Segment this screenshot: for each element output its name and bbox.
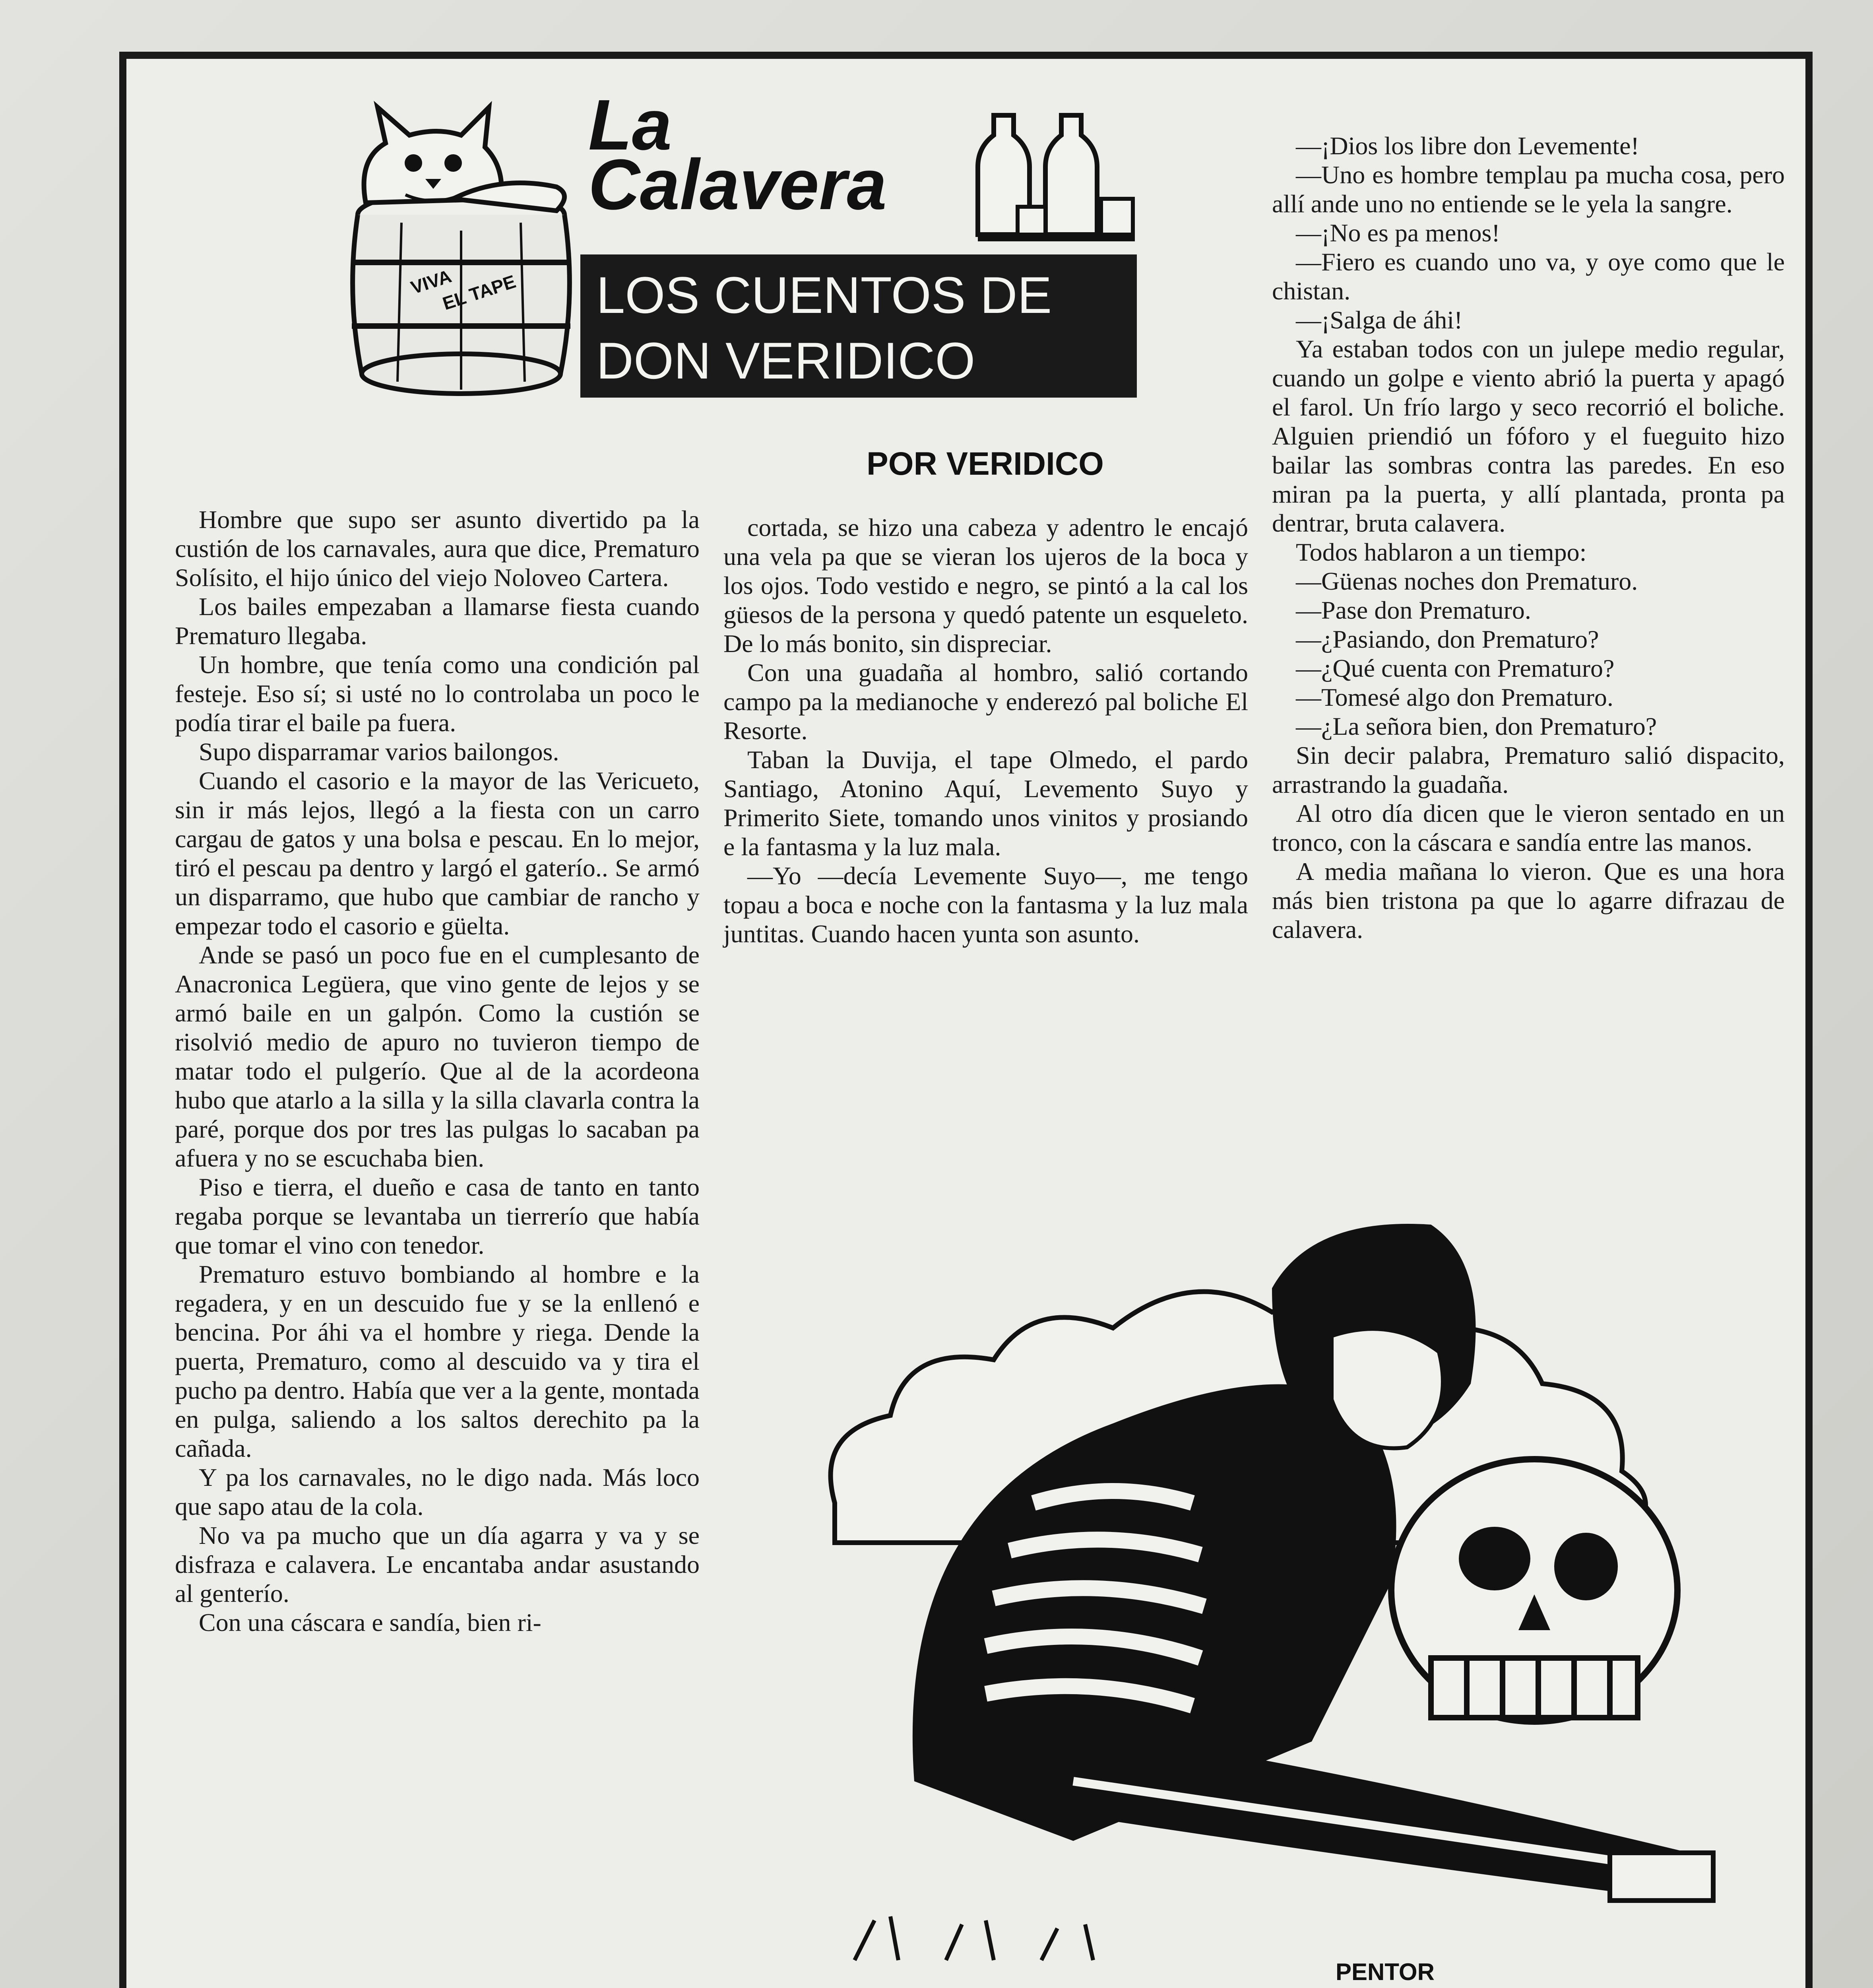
paragraph: Taban la Duvija, el tape Olmedo, el pardo Santiago, Atonino Aquí, Levemento Suyo y Primerito Siete, tomando unos vinitos y prosiando e la fantasma y la luz mala. [723, 746, 1248, 861]
paragraph: Los bailes empezaban a llamarse fiesta cuando Prematuro llegaba. [175, 592, 700, 650]
paragraph: Todos hablaron a un tiempo: [1296, 538, 1587, 566]
paragraph: Piso e tierra, el dueño e casa de tanto en tanto regaba porque se levantaba un tierrerío que había que tomar el vino con tenedor. [175, 1173, 700, 1259]
paragraph: Prematuro estuvo bombiando al hombre e la regadera, y en un descuido fue y se la enllenó e bencina. Por áhi va el hombre y riega. Dende la puerta, Prematuro, como al descuido va y tira el pucho pa dentro. Había que ver a la gente, montada en pulga, saliendo a los saltos derechito pa la cañada. [175, 1260, 700, 1462]
paragraph: —¿Qué cuenta con Prematuro? [1296, 654, 1615, 682]
paragraph: —Yo —decía Levemente Suyo—, me tengo topau a boca e noche con la fantasma y la luz mala juntitas. Cuando hacen yunta son asunto. [723, 862, 1248, 948]
paragraph: Y pa los carnavales, no le digo nada. Más loco que sapo atau de la cola. [175, 1463, 700, 1520]
paragraph: Sin decir palabra, Prematuro salió dispacito, arrastrando la guadaña. [1272, 741, 1785, 798]
paragraph: —Fiero es cuando uno va, y oye como que le chistan. [1272, 248, 1785, 305]
illustrator-signature: PENTOR [1336, 1959, 1435, 1985]
paragraph: cortada, se hizo una cabeza y adentro le encajó una vela pa que se vieran los ujeros de la boca y los ojos. Todo vestido e negro, se pintó a la cal los güesos de la persona y quedó patente un esqueleto. De lo más bonito, sin dispreciar. [723, 513, 1248, 658]
section-logo [588, 85, 986, 225]
paragraph: A media mañana lo vieron. Que es una hora más bien tristona pa que lo agarre difrazau de calavera. [1272, 857, 1785, 944]
barrel-label: VIVA [408, 265, 454, 298]
paragraph: Cuando el casorio e la mayor de las Vericueto, sin ir más lejos, llegó a la fiesta con un carro cargau de gatos y una bolsa e pescau. En lo mejor, tiró el pescau pa dentro y largó el gaterío.. Se armó un disparramo, que hubo que cambiar de rancho y empezar todo el casorio e güelta. [175, 767, 700, 940]
barrel-label: EL TAPE [440, 271, 518, 314]
paragraph: No va pa mucho que un día agarra y va y se disfraza e calavera. Le encantaba andar asustando al genterío. [175, 1521, 700, 1607]
paragraph: —¿La señora bien, don Prematuro? [1296, 712, 1657, 740]
paragraph: Supo disparramar varios bailongos. [199, 738, 559, 766]
paragraph: —¡Dios los libre don Levemente! [1296, 132, 1639, 160]
text-column-3 [1272, 131, 1785, 944]
paragraph: —¡Salga de áhi! [1296, 306, 1463, 334]
bottles-icon [970, 103, 1137, 247]
paragraph: Al otro día dicen que le vieron sentado en un tronco, con la cáscara e sandía entre las manos. [1272, 799, 1785, 856]
logo-line: Calavera [588, 145, 887, 225]
paragraph: Con una cáscara e sandía, bien ri- [199, 1608, 541, 1637]
paragraph: Hombre que supo ser asunto divertido pa la custión de los carnavales, aura que dice, Prematuro Solísito, el hijo único del viejo Noloveo Cartera. [175, 505, 700, 592]
title-line: LOS CUENTOS DE [596, 266, 1052, 324]
paragraph: Un hombre, que tenía como una condición pal festeje. Eso sí; si usté no lo controlaba un poco le podía tirar el baile pa fuera. [175, 650, 700, 737]
paragraph: Ya estaban todos con un julepe medio regular, cuando un golpe e viento abrió la puerta y apagó el farol. Un frío largo y seco recorrió el boliche. Alguien priendió un fóforo y el fueguito hizo bailar las sombras contra las paredes. En eso miran pa la puerta, y allí plantada, pronta pa dentrar, bruta calavera. [1272, 335, 1785, 537]
paragraph: —¡No es pa menos! [1296, 219, 1500, 247]
paragraph: Con una guadaña al hombro, salió cortando campo pa la medianoche y enderezó pal boliche El Resorte. [723, 658, 1248, 745]
paragraph: —Tomesé algo don Prematuro. [1296, 683, 1613, 711]
text-column-1 [175, 505, 700, 1637]
title-line: DON VERIDICO [596, 332, 975, 390]
article-title [580, 254, 1137, 398]
logo-line: La [588, 85, 672, 165]
article-header [334, 85, 1137, 398]
paragraph: Ande se pasó un poco fue en el cumplesanto de Anacronica Legüera, que vino gente de lejos y se armó baile en un galpón. Como la custión se risolvió medio de apuro no tuvieron tiempo de matar todo el pulgerío. Que al de la acordeona hubo que atarlo a la silla y la silla clavarla contra la paré, porque dos por tres las pulgas lo sacaban pa afuera y no se escuchaba bien. [175, 941, 700, 1172]
paragraph: —Pase don Prematuro. [1296, 596, 1531, 624]
skeleton-illustration [755, 1145, 1773, 1988]
byline: POR VERIDICO [867, 446, 1104, 482]
text-column-2 [723, 513, 1248, 948]
paragraph: —Güenas noches don Prematuro. [1296, 567, 1638, 595]
cat-on-barrel-icon [334, 95, 588, 398]
paragraph: —Uno es hombre templau pa mucha cosa, pero allí ande uno no entiende se le yela la sangre. [1272, 161, 1785, 218]
paragraph: —¿Pasiando, don Prematuro? [1296, 625, 1599, 653]
